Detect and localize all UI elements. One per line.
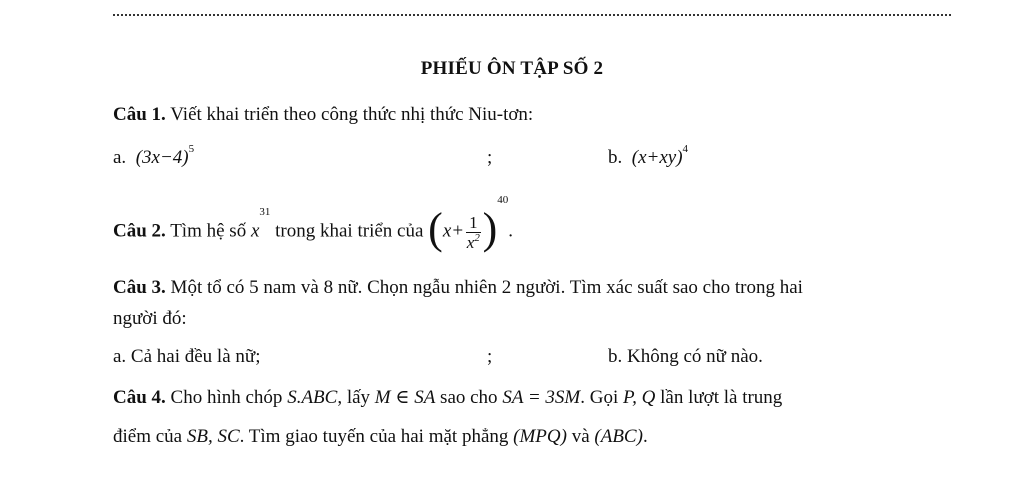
- question-4-math-3: SA = 3SM: [502, 387, 581, 408]
- question-4-text-3: sao cho: [435, 387, 503, 408]
- question-1-separator: ;: [487, 147, 493, 168]
- question-2-denominator-exponent: 2: [474, 231, 480, 244]
- question-1b-label: b.: [608, 147, 623, 168]
- question-2-numerator: 1: [466, 213, 481, 233]
- question-2-variable-exponent: 31: [259, 206, 271, 218]
- question-3-part-a: a. Cả hai đều là nữ;: [113, 346, 261, 367]
- question-3-separator: ;: [487, 346, 493, 367]
- question-1a-expression: (3x−4): [135, 147, 189, 168]
- question-4-text-2: , lấy: [337, 387, 375, 408]
- question-1-part-b: [608, 143, 689, 169]
- question-4-text-7: . Tìm giao tuyến của hai mặt phẳng: [239, 426, 514, 447]
- question-4-text-4: . Gọi: [580, 387, 623, 408]
- question-2-end: .: [508, 220, 513, 242]
- question-2-text-1: Tìm hệ số: [165, 220, 251, 242]
- question-2: [113, 194, 513, 254]
- worksheet-title: PHIẾU ÔN TẬP SỐ 2: [420, 58, 604, 79]
- question-1: [113, 104, 533, 126]
- question-4-math-7: (ABC): [594, 426, 643, 447]
- question-4-math-4: P, Q: [622, 387, 656, 408]
- question-1b-exponent: 4: [682, 143, 689, 155]
- question-3: [113, 277, 803, 299]
- question-4-text-9: .: [642, 426, 648, 447]
- question-3-label: Câu 3.: [113, 277, 166, 298]
- question-1-label: Câu 1.: [113, 104, 166, 125]
- question-4-math-1: S.ABC: [287, 387, 338, 408]
- question-1-part-a: [113, 143, 195, 169]
- question-2-denominator: [466, 233, 481, 252]
- question-1a-exponent: 5: [188, 143, 195, 155]
- question-2-open-paren: (: [428, 204, 443, 253]
- question-3-text: Một tổ có 5 nam và 8 nữ. Chọn ngẫu nhiên 2 người. Tìm xác suất sao cho trong hai: [165, 277, 803, 298]
- question-3-part-b: b. Không có nữ nào.: [608, 346, 763, 367]
- question-4-text-5: lần lượt là trung: [655, 387, 783, 408]
- question-4-text-6: điểm của: [113, 426, 187, 447]
- question-4-continuation: [113, 426, 648, 448]
- question-2-inner: x+: [442, 220, 465, 242]
- dotted-header-rule: [113, 14, 951, 16]
- question-2-close-paren: ): [482, 204, 498, 253]
- question-2-text-2: trong khai triển của: [270, 220, 429, 242]
- question-4-label: Câu 4.: [113, 387, 166, 408]
- question-1b-expression: (x+xy): [631, 147, 683, 168]
- question-2-denominator-base: x: [466, 232, 475, 252]
- question-4-math-6: (MPQ): [513, 426, 567, 447]
- question-2-variable: x: [250, 220, 260, 242]
- question-4-math-2: M ∈ SA: [374, 387, 436, 408]
- question-2-label: Câu 2.: [113, 220, 166, 242]
- question-4-text-1: Cho hình chóp: [165, 387, 288, 408]
- question-1a-label: a.: [113, 147, 127, 168]
- question-3-continuation: người đó:: [113, 308, 187, 329]
- question-4-text-8: và: [566, 426, 595, 447]
- question-2-fraction: [466, 213, 481, 252]
- question-2-exponent: 40: [497, 194, 509, 206]
- question-1-text: Viết khai triển theo công thức nhị thức Niu-tơn:: [165, 104, 534, 125]
- question-4-math-5: SB, SC: [186, 426, 240, 447]
- question-4: [113, 386, 782, 409]
